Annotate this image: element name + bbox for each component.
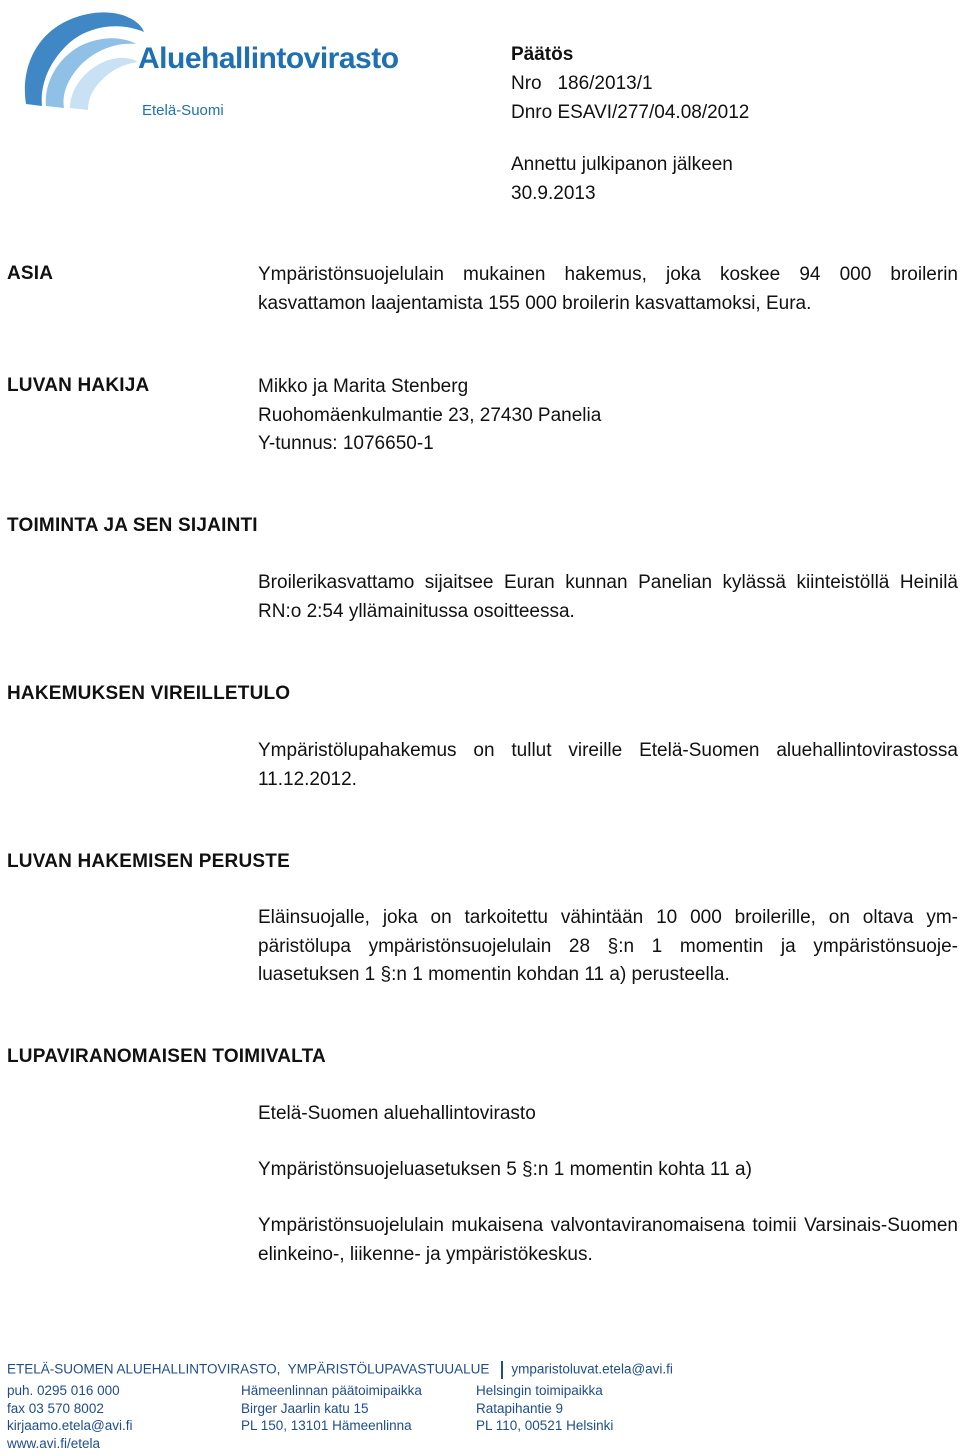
section-body-basis: Eläinsuojalle, joka on tarkoitettu vähintään 10 000 broilerille, on oltava ympäristölupa ympäristönsuojelulain 28 §:n 1 momentin ja ympäristönsuojeluasetuksen 1 §:n 1 momentin kohdan 11 a) perusteella. — [258, 907, 958, 985]
footer-email-link[interactable]: ymparistoluvat.etela@avi.fi — [511, 1361, 673, 1377]
footer-hq-street: Birger Jaarlin katu 15 — [241, 1400, 369, 1416]
footer-title-row — [7, 1361, 957, 1379]
applicant-name: Mikko ja Marita Stenberg — [258, 376, 469, 397]
footer-helsinki-street: Ratapihantie 9 — [476, 1400, 564, 1416]
section-body-activity: Broilerikasvattamo sijaitsee Euran kunnan Panelian kylässä kiinteistöllä Heinilä RN:o 2:54 yllämainitussa osoitteessa. — [258, 572, 958, 622]
document-type: Päätös — [511, 44, 574, 65]
logo-emblem-icon — [18, 6, 148, 112]
footer-phone: puh. 0295 016 000 — [7, 1383, 120, 1398]
logo-region: Etelä-Suomi — [142, 102, 224, 119]
section-label-basis: LUVAN HAKEMISEN PERUSTE — [7, 851, 290, 872]
logo-wordmark: Aluehallintovirasto — [138, 42, 399, 75]
decision-number: Nro 186/2013/1 — [511, 73, 653, 94]
section-label-asia: ASIA — [7, 263, 54, 284]
footer-helsinki-column — [476, 1382, 613, 1435]
authority-supervisor: Ympäristönsuojelulain mukaisena valvontaviranomaisena toimii Varsinais-Suomen elinkeino-, liikenne- ja ympäristökeskus. — [258, 1215, 958, 1265]
footer-website[interactable]: www.avi.fi/etela — [7, 1435, 101, 1451]
decision-header — [511, 40, 749, 208]
authority-agency: Etelä-Suomen aluehallintovirasto — [258, 1103, 536, 1124]
footer-hq-title: Hämeenlinnan päätoimipaikka — [241, 1383, 422, 1398]
section-label-filing: HAKEMUKSEN VIREILLETULO — [7, 683, 291, 704]
footer-divider — [501, 1361, 503, 1379]
given-date: 30.9.2013 — [511, 183, 596, 204]
section-body-filing: Ympäristölupahakemus on tullut vireille Etelä-Suomen aluehallintovirastossa 11.12.2012. — [258, 740, 958, 790]
footer-registry-email[interactable]: kirjaamo.etela@avi.fi — [7, 1418, 133, 1433]
footer-helsinki-postbox: PL 110, 00521 Helsinki — [476, 1418, 614, 1433]
given-label: Annettu julkipanon jälkeen — [511, 154, 733, 175]
section-body-asia: Ympäristönsuojelulain mukainen hakemus, joka koskee 94 000 broilerin kasvattamon laajentamista 155 000 broilerin kasvattamoksi, Eura. — [258, 264, 958, 314]
footer-hq-postbox: PL 150, 13101 Hämeenlinna — [241, 1418, 412, 1433]
applicant-address: Ruohomäenkulmantie 23, 27430 Panelia — [258, 404, 602, 426]
agency-logo — [18, 6, 418, 124]
footer — [7, 1361, 957, 1451]
section-label-activity: TOIMINTA JA SEN SIJAINTI — [7, 515, 258, 536]
section-body-applicant — [258, 373, 958, 459]
diary-number: Dnro ESAVI/277/04.08/2012 — [511, 102, 750, 123]
section-label-authority: LUPAVIRANOMAISEN TOIMIVALTA — [7, 1046, 326, 1067]
applicant-business-id: Y-tunnus: 1076650-1 — [258, 433, 434, 454]
authority-regulation: Ympäristönsuojeluasetuksen 5 §:n 1 momentin kohta 11 a) — [258, 1159, 752, 1180]
footer-contact-column — [7, 1382, 133, 1452]
footer-helsinki-title: Helsingin toimipaikka — [476, 1383, 603, 1398]
footer-hameenlinna-column — [241, 1382, 422, 1435]
footer-fax: fax 03 570 8002 — [7, 1400, 104, 1416]
section-label-applicant: LUVAN HAKIJA — [7, 375, 150, 396]
footer-agency-title: ETELÄ-SUOMEN ALUEHALLINTOVIRASTO, YMPÄRISTÖLUPAVASTUUALUE — [7, 1361, 490, 1377]
